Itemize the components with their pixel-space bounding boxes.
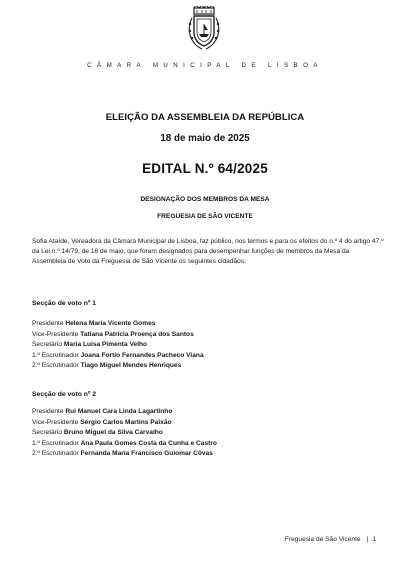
member-name: Tatiana Patrícia Proença dos Santos: [80, 330, 194, 338]
member-row: [32, 428, 392, 439]
member-name: Sérgio Carlos Martins Paixão: [80, 418, 172, 426]
parish-name: FREGUESIA DE SÃO VICENTE: [157, 213, 253, 220]
section-title: Secção de voto nº 1: [32, 300, 97, 307]
intro-paragraph: Sofia Ataíde, Vereadora da Câmara Municipal de Lisboa, faz público, nos termos e para os efeitos do n.º 4 do artigo 47.º da Lei n.º 14/79, de 16 de maio, que foram designados para desempenhar funções de membros da Mesa da Assembleia de Voto da Freguesia de São Vicente os seguintes cidadãos:: [32, 238, 384, 266]
member-role: Vice-Presidente: [32, 418, 79, 426]
page-footer: [285, 536, 376, 543]
member-name: Bruno Miguel da Silva Carvalho: [63, 429, 163, 437]
edital-number: EDITAL N.º 64/2025: [142, 161, 268, 176]
member-row: [32, 361, 392, 372]
member-role: 2.º Escrutinador: [32, 362, 79, 370]
election-date: 18 de maio de 2025: [160, 133, 250, 144]
member-role: Presidente: [32, 320, 64, 327]
member-row: [32, 351, 392, 362]
member-role: Secretário: [32, 341, 63, 349]
member-role: Vice-Presidente: [32, 330, 79, 338]
document-title: ELEIÇÃO DA ASSEMBLEIA DA REPÚBLICA: [105, 112, 305, 123]
member-row: [32, 319, 392, 330]
member-name: Maria Luísa Pimenta Velho: [63, 341, 148, 349]
member-row: [32, 407, 392, 418]
member-row: [32, 449, 392, 460]
organization-name: CÂMARA MUNICIPAL DE LISBOA: [87, 62, 323, 69]
member-role: 2.º Escrutinador: [32, 450, 79, 458]
member-name: Joana Fortio Fernandes Pacheco Viana: [80, 351, 204, 359]
footer-text: Freguesia de São Vicente: [284, 536, 361, 543]
member-role: 1.º Escrutinador: [32, 351, 79, 359]
member-row: [32, 340, 392, 351]
member-row: [32, 439, 392, 450]
section-title: Secção de voto nº 2: [32, 391, 97, 398]
member-name: Ana Paula Gomes Costa da Cunha e Castro: [80, 439, 217, 447]
member-role: Secretário: [32, 429, 63, 437]
member-row: [32, 418, 392, 429]
document-subject: DESIGNAÇÃO DOS MEMBROS DA MESA: [140, 196, 270, 203]
member-role: Presidente: [32, 408, 64, 415]
members-list: [32, 319, 392, 372]
footer-separator: |: [366, 536, 369, 543]
member-name: Tiago Miguel Mendes Henriques: [80, 362, 182, 370]
member-role: 1.º Escrutinador: [32, 439, 79, 447]
members-list: [32, 407, 392, 460]
page-number: 1: [372, 536, 376, 543]
member-name: Rui Manuel Cara Linda Lagartinho: [65, 408, 173, 415]
member-name: Fernanda Maria Francisco Guiomar Côvas: [80, 450, 213, 458]
member-name: Helena Maria Vicente Gomes: [65, 320, 156, 327]
member-row: [32, 330, 392, 341]
lisbon-coat-of-arms-icon: [186, 6, 222, 52]
